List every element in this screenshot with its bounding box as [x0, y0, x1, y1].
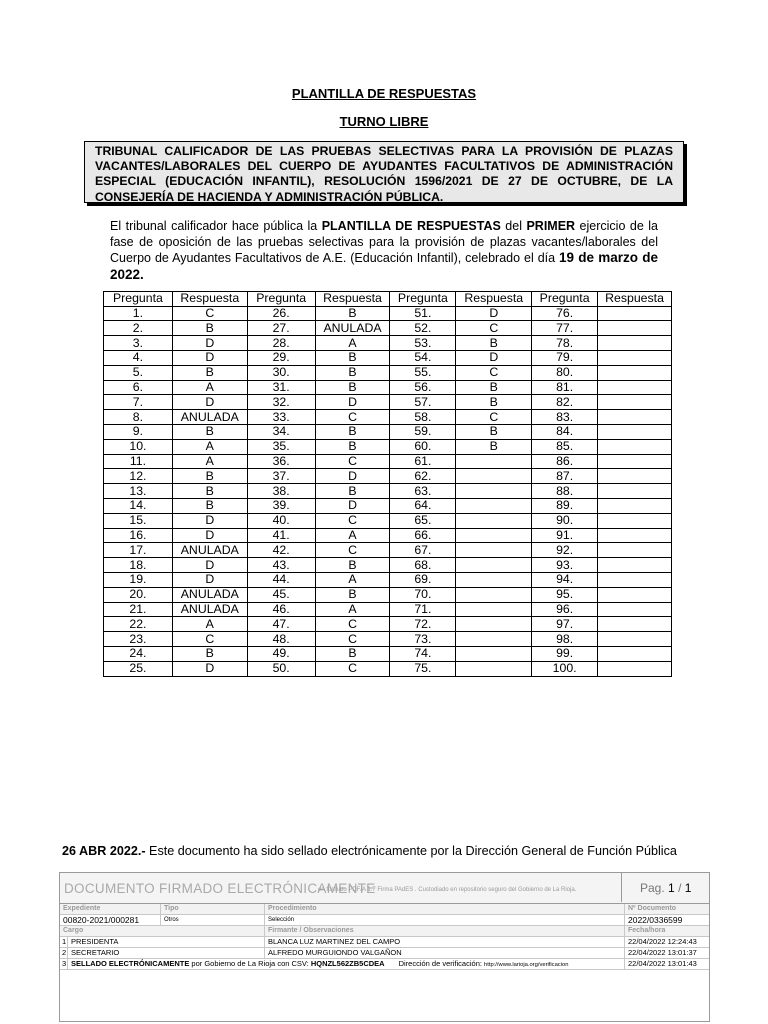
answer-cell: D: [172, 336, 247, 351]
answer-cell: [598, 350, 672, 365]
question-number: 25.: [104, 661, 173, 676]
header-respuesta: Respuesta: [456, 292, 532, 307]
answer-cell: [598, 336, 672, 351]
page-indicator: [621, 873, 709, 902]
answer-cell: D: [172, 350, 247, 365]
question-number: 5.: [104, 365, 173, 380]
answer-cell: [598, 424, 672, 439]
table-row: [104, 602, 672, 617]
question-number: 68.: [390, 558, 456, 573]
answer-cell: [598, 646, 672, 661]
answer-cell: B: [172, 646, 247, 661]
question-number: 92.: [532, 543, 598, 558]
answer-cell: [456, 617, 532, 632]
question-number: 41.: [247, 528, 315, 543]
seal-csv: HQNZL562ZB5CDEA: [310, 959, 385, 968]
question-number: 86.: [532, 454, 598, 469]
answer-cell: B: [315, 424, 390, 439]
answer-cell: B: [172, 484, 247, 499]
answer-cell: ANULADA: [172, 587, 247, 602]
question-number: 82.: [532, 395, 598, 410]
question-number: 2.: [104, 321, 173, 336]
table-row: [104, 498, 672, 513]
header-pregunta: Pregunta: [390, 292, 456, 307]
answer-cell: C: [315, 513, 390, 528]
answer-cell: [456, 661, 532, 676]
answer-cell: [598, 632, 672, 647]
answer-cell: B: [172, 498, 247, 513]
answer-cell: [598, 661, 672, 676]
answer-cell: B: [315, 380, 390, 395]
question-number: 99.: [532, 646, 598, 661]
question-number: 93.: [532, 558, 598, 573]
question-number: 62.: [390, 469, 456, 484]
signature-block: [59, 872, 710, 1022]
question-number: 50.: [247, 661, 315, 676]
answer-cell: [598, 543, 672, 558]
answer-cell: B: [315, 365, 390, 380]
signer-date: 22/04/2022 12:24:43: [628, 937, 697, 946]
answer-cell: A: [172, 617, 247, 632]
question-number: 15.: [104, 513, 173, 528]
question-number: 9.: [104, 424, 173, 439]
answer-cell: [598, 410, 672, 425]
answer-cell: [456, 646, 532, 661]
answer-cell: A: [315, 528, 390, 543]
intro-bold-2: PRIMER: [526, 219, 576, 233]
answer-cell: [598, 617, 672, 632]
question-number: 29.: [247, 350, 315, 365]
signer-name: ALFREDO MURGUIONDO VALGAÑON: [265, 948, 625, 958]
answer-cell: D: [315, 498, 390, 513]
signer-name: BLANCA LUZ MARTINEZ DEL CAMPO: [265, 937, 625, 947]
question-number: 7.: [104, 395, 173, 410]
signer-row-2: [60, 948, 709, 959]
table-row: [104, 661, 672, 676]
question-number: 1.: [104, 306, 173, 321]
answer-cell: [598, 484, 672, 499]
answer-cell: B: [456, 439, 532, 454]
answer-cell: [598, 321, 672, 336]
signature-title: DOCUMENTO FIRMADO ELECTRÓNICAMENTE: [64, 881, 376, 896]
question-number: 28.: [247, 336, 315, 351]
question-number: 61.: [390, 454, 456, 469]
question-number: 10.: [104, 439, 173, 454]
answer-cell: C: [315, 543, 390, 558]
value-tipo: Otros: [161, 915, 265, 925]
signer-row-1: [60, 937, 709, 948]
answer-cell: B: [315, 306, 390, 321]
question-number: 20.: [104, 587, 173, 602]
intro-text-2: del: [500, 219, 527, 233]
tribunal-box: TRIBUNAL CALIFICADOR DE LAS PRUEBAS SELECTIVAS PARA LA PROVISIÓN DE PLAZAS VACANTES/LABORALES DEL CUERPO DE AYUDANTES FACULTATIVOS DE ADMINISTRACIÓN ESPECIAL (EDUCACIÓN INFANTIL), RESOLUCIÓN 1596/2021 DE 27 DE OCTUBRE, DE LA CONSEJERÍA DE HACIENDA Y ADMINISTRACIÓN PÚBLICA.: [84, 141, 684, 203]
question-number: 36.: [247, 454, 315, 469]
question-number: 19.: [104, 572, 173, 587]
answer-cell: A: [172, 380, 247, 395]
answer-cell: ANULADA: [172, 602, 247, 617]
question-number: 39.: [247, 498, 315, 513]
page-title: PLANTILLA DE RESPUESTAS: [291, 86, 477, 101]
intro-paragraph: [110, 219, 658, 283]
question-number: 40.: [247, 513, 315, 528]
answer-cell: C: [315, 454, 390, 469]
question-number: 48.: [247, 632, 315, 647]
answer-cell: A: [315, 336, 390, 351]
seal-num: 3: [62, 959, 67, 968]
question-number: 44.: [247, 572, 315, 587]
answer-cell: D: [172, 528, 247, 543]
label-expediente: Expediente: [60, 904, 161, 914]
answer-cell: B: [456, 424, 532, 439]
question-number: 85.: [532, 439, 598, 454]
question-number: 83.: [532, 410, 598, 425]
question-number: 76.: [532, 306, 598, 321]
table-row: [104, 617, 672, 632]
page-label: Pag.: [640, 881, 665, 895]
question-number: 70.: [390, 587, 456, 602]
question-number: 91.: [532, 528, 598, 543]
question-number: 42.: [247, 543, 315, 558]
question-number: 49.: [247, 646, 315, 661]
answer-cell: [456, 484, 532, 499]
answer-cell: B: [456, 336, 532, 351]
question-number: 87.: [532, 469, 598, 484]
answer-cell: [456, 587, 532, 602]
answer-cell: B: [315, 646, 390, 661]
answer-cell: D: [456, 350, 532, 365]
question-number: 56.: [390, 380, 456, 395]
table-row: [104, 528, 672, 543]
question-number: 3.: [104, 336, 173, 351]
answer-cell: D: [456, 306, 532, 321]
question-number: 96.: [532, 602, 598, 617]
question-number: 77.: [532, 321, 598, 336]
label-firmante: Firmante / Observaciones: [265, 926, 625, 936]
answer-cell: [598, 513, 672, 528]
intro-bold-1: PLANTILLA DE RESPUESTAS: [321, 219, 501, 233]
question-number: 33.: [247, 410, 315, 425]
page-sep: /: [678, 881, 682, 895]
page-current: 1: [668, 881, 675, 895]
question-number: 37.: [247, 469, 315, 484]
page-subtitle: TURNO LIBRE: [339, 114, 429, 129]
answer-cell: ANULADA: [172, 543, 247, 558]
answer-cell: D: [315, 395, 390, 410]
question-number: 73.: [390, 632, 456, 647]
table-row: [104, 336, 672, 351]
intro-text-1: El tribunal calificador hace pública la: [110, 219, 322, 233]
answer-cell: B: [315, 350, 390, 365]
answer-cell: B: [172, 469, 247, 484]
header-respuesta: Respuesta: [172, 292, 247, 307]
verif-url[interactable]: http://www.larioja.org/verificacion: [484, 962, 569, 968]
question-number: 23.: [104, 632, 173, 647]
question-number: 11.: [104, 454, 173, 469]
signer-num: 1: [62, 937, 67, 946]
question-number: 31.: [247, 380, 315, 395]
answer-cell: C: [315, 632, 390, 647]
answer-cell: B: [456, 380, 532, 395]
table-row: [104, 558, 672, 573]
question-number: 30.: [247, 365, 315, 380]
question-number: 71.: [390, 602, 456, 617]
answer-cell: [598, 439, 672, 454]
answer-cell: [456, 528, 532, 543]
answer-cell: [598, 454, 672, 469]
question-number: 47.: [247, 617, 315, 632]
seal-date: 22/04/2022 13:01:43: [628, 959, 697, 968]
table-row: [104, 365, 672, 380]
seal-text: por Gobierno de La Rioja con CSV:: [189, 959, 311, 968]
question-number: 57.: [390, 395, 456, 410]
seal-text: Este documento ha sido sellado electrónicamente por la Dirección General de Función Pública: [145, 844, 677, 858]
answer-cell: B: [172, 424, 247, 439]
label-cargo: Cargo: [60, 926, 265, 936]
header-pregunta: Pregunta: [104, 292, 173, 307]
answer-cell: C: [315, 410, 390, 425]
answer-cell: [598, 602, 672, 617]
question-number: 94.: [532, 572, 598, 587]
question-number: 89.: [532, 498, 598, 513]
question-number: 97.: [532, 617, 598, 632]
answer-cell: [598, 395, 672, 410]
answer-cell: A: [172, 454, 247, 469]
verif-label: Dirección de verificación:: [398, 959, 485, 968]
answer-cell: [456, 513, 532, 528]
answer-cell: C: [456, 321, 532, 336]
question-number: 8.: [104, 410, 173, 425]
table-row: [104, 646, 672, 661]
intro-text-3: ejercicio de la fase de oposición de las pruebas selectivas para la provisión de plazas vacantes/laborales del Cuerpo de Ayudantes Facultativos de A.E. (Educación Infantil), celebrado el día: [110, 219, 658, 265]
sig-label-row-2: [60, 926, 709, 937]
seal-statement: [62, 844, 677, 858]
header-respuesta: Respuesta: [598, 292, 672, 307]
question-number: 12.: [104, 469, 173, 484]
answer-cell: A: [315, 572, 390, 587]
value-expediente: 00820-2021/000281: [60, 915, 161, 925]
page-total: 1: [684, 881, 692, 895]
answer-cell: [598, 380, 672, 395]
question-number: 24.: [104, 646, 173, 661]
label-tipo: Tipo: [161, 904, 265, 914]
question-number: 13.: [104, 484, 173, 499]
question-number: 26.: [247, 306, 315, 321]
signer-num: 2: [62, 948, 67, 957]
question-number: 32.: [247, 395, 315, 410]
answer-cell: [456, 543, 532, 558]
question-number: 98.: [532, 632, 598, 647]
table-body: [104, 306, 672, 676]
table-row: [104, 454, 672, 469]
question-number: 16.: [104, 528, 173, 543]
answer-cell: A: [172, 439, 247, 454]
table-row: [104, 587, 672, 602]
table-row: [104, 380, 672, 395]
question-number: 46.: [247, 602, 315, 617]
question-number: 72.: [390, 617, 456, 632]
question-number: 64.: [390, 498, 456, 513]
question-number: 38.: [247, 484, 315, 499]
question-number: 14.: [104, 498, 173, 513]
question-number: 60.: [390, 439, 456, 454]
question-number: 52.: [390, 321, 456, 336]
header-respuesta: Respuesta: [315, 292, 390, 307]
table-row: [104, 350, 672, 365]
question-number: 51.: [390, 306, 456, 321]
answer-cell: ANULADA: [172, 410, 247, 425]
question-number: 21.: [104, 602, 173, 617]
table-row: [104, 572, 672, 587]
answer-cell: D: [172, 558, 247, 573]
answer-cell: B: [172, 365, 247, 380]
answer-cell: B: [172, 321, 247, 336]
question-number: 69.: [390, 572, 456, 587]
label-fecha: Fecha/hora: [628, 927, 666, 934]
answer-cell: C: [456, 410, 532, 425]
label-n-documento: Nº Documento: [628, 905, 677, 912]
table-row: [104, 543, 672, 558]
answer-cell: [598, 306, 672, 321]
table-row: [104, 410, 672, 425]
question-number: 53.: [390, 336, 456, 351]
question-number: 78.: [532, 336, 598, 351]
table-header-row: [104, 292, 672, 307]
question-number: 74.: [390, 646, 456, 661]
answer-cell: [598, 587, 672, 602]
answer-cell: C: [456, 365, 532, 380]
question-number: 17.: [104, 543, 173, 558]
sig-value-row-1: [60, 915, 709, 926]
answer-cell: D: [172, 395, 247, 410]
signature-subtitle: en formato PDF/A 1.7 Firma PAdES . Custodiado en repositorio seguro del Gobierno de La Rioja.: [318, 887, 577, 893]
question-number: 100.: [532, 661, 598, 676]
question-number: 27.: [247, 321, 315, 336]
question-number: 43.: [247, 558, 315, 573]
answer-cell: C: [315, 661, 390, 676]
answer-cell: [456, 469, 532, 484]
answer-cell: C: [172, 632, 247, 647]
signer-date: 22/04/2022 13:01:37: [628, 948, 697, 957]
signature-header: [60, 873, 709, 904]
table-row: [104, 439, 672, 454]
question-number: 88.: [532, 484, 598, 499]
answer-cell: D: [172, 572, 247, 587]
answer-cell: [456, 572, 532, 587]
question-number: 84.: [532, 424, 598, 439]
answer-cell: B: [456, 395, 532, 410]
answer-cell: B: [315, 484, 390, 499]
signer-cargo: SECRETARIO: [68, 948, 265, 958]
answer-cell: [598, 365, 672, 380]
table-row: [104, 513, 672, 528]
answer-cell: [456, 602, 532, 617]
seal-label: SELLADO ELECTRÓNICAMENTE: [71, 959, 190, 968]
answer-cell: C: [315, 617, 390, 632]
table-row: [104, 321, 672, 336]
question-number: 22.: [104, 617, 173, 632]
question-number: 34.: [247, 424, 315, 439]
header-pregunta: Pregunta: [247, 292, 315, 307]
answer-cell: [456, 632, 532, 647]
label-procedimiento: Procedimiento: [265, 904, 625, 914]
question-number: 59.: [390, 424, 456, 439]
seal-info: [68, 959, 625, 969]
answer-cell: [598, 558, 672, 573]
answer-cell: B: [315, 558, 390, 573]
question-number: 55.: [390, 365, 456, 380]
answer-cell: [598, 469, 672, 484]
table-row: [104, 632, 672, 647]
answer-cell: [598, 572, 672, 587]
table-row: [104, 306, 672, 321]
table-row: [104, 395, 672, 410]
intro-bold-3: 19 de marzo de 2022.: [110, 250, 658, 282]
answer-cell: C: [172, 306, 247, 321]
answers-table: [103, 291, 672, 677]
sig-label-row-1: [60, 904, 709, 915]
answer-cell: [456, 558, 532, 573]
table-row: [104, 469, 672, 484]
question-number: 4.: [104, 350, 173, 365]
question-number: 65.: [390, 513, 456, 528]
value-n-documento: 2022/0336599: [628, 915, 683, 925]
answer-cell: [456, 498, 532, 513]
question-number: 75.: [390, 661, 456, 676]
answer-cell: ANULADA: [315, 321, 390, 336]
seal-row: [60, 959, 709, 970]
question-number: 18.: [104, 558, 173, 573]
question-number: 66.: [390, 528, 456, 543]
question-number: 90.: [532, 513, 598, 528]
question-number: 81.: [532, 380, 598, 395]
table-row: [104, 424, 672, 439]
question-number: 95.: [532, 587, 598, 602]
answer-cell: [598, 498, 672, 513]
answer-cell: D: [172, 513, 247, 528]
question-number: 80.: [532, 365, 598, 380]
seal-date: 26 ABR 2022.-: [62, 844, 146, 858]
question-number: 6.: [104, 380, 173, 395]
question-number: 54.: [390, 350, 456, 365]
question-number: 67.: [390, 543, 456, 558]
table-row: [104, 484, 672, 499]
value-procedimiento: Selección: [265, 915, 625, 925]
answer-cell: B: [315, 439, 390, 454]
question-number: 79.: [532, 350, 598, 365]
signer-cargo: PRESIDENTA: [68, 937, 265, 947]
question-number: 35.: [247, 439, 315, 454]
answer-cell: B: [315, 587, 390, 602]
answer-cell: [598, 528, 672, 543]
answer-cell: D: [172, 661, 247, 676]
answer-cell: [456, 454, 532, 469]
question-number: 63.: [390, 484, 456, 499]
header-pregunta: Pregunta: [532, 292, 598, 307]
question-number: 58.: [390, 410, 456, 425]
answer-cell: D: [315, 469, 390, 484]
answer-cell: A: [315, 602, 390, 617]
question-number: 45.: [247, 587, 315, 602]
